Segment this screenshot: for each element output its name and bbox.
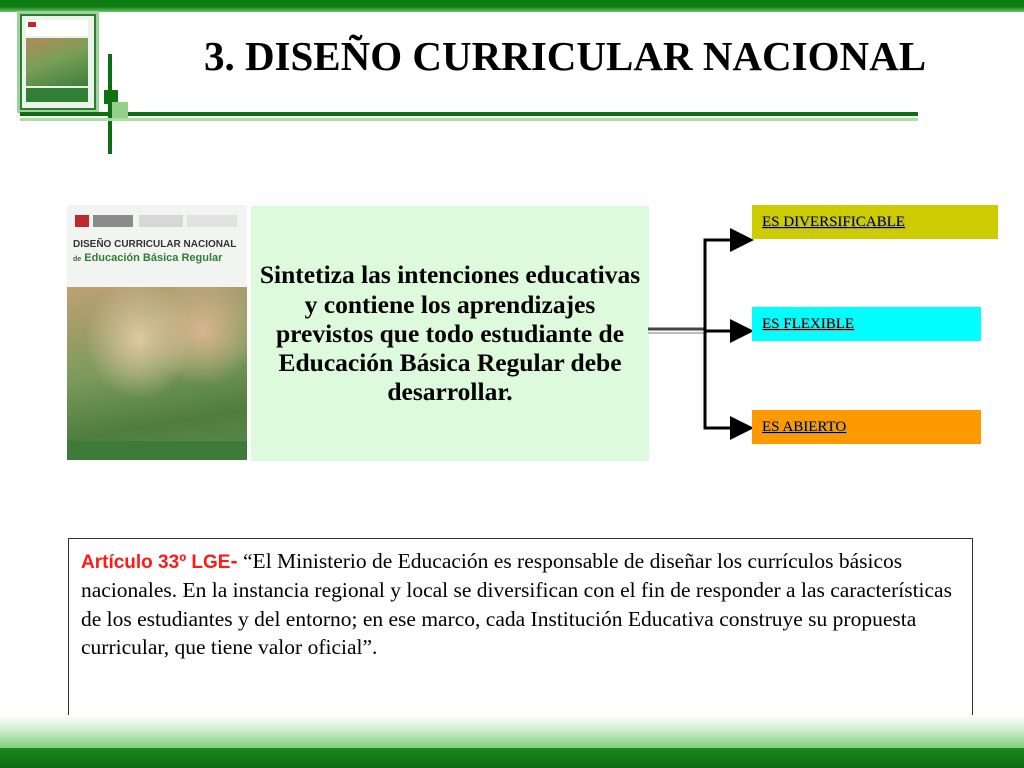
bottom-gradient xyxy=(0,715,1024,748)
article-label: Artículo 33º LGE xyxy=(81,552,231,573)
arrow-to-abierto xyxy=(705,330,748,428)
article-dash: - xyxy=(230,549,238,573)
article-text: “El Ministerio de Educación es responsable de diseñar los currículos básicos nacionales. En la instancia regional y local se diversifican con el fin de responder a las características de los estudiantes y del entorno; en ese marco, cada Institución Educativa construye su propuesta curricular, que tiene valor oficial”. xyxy=(81,549,952,660)
article-quote-box xyxy=(68,538,973,720)
cover-title-line1: DISEÑO CURRICULAR NACIONAL xyxy=(73,239,237,250)
label-abierto: ES ABIERTO xyxy=(752,410,981,444)
bottom-green-band xyxy=(0,748,1024,768)
label-diversificable: ES DIVERSIFICABLE xyxy=(752,205,998,239)
definition-text: Sintetiza las intenciones educativas y contiene los aprendizajes previstos que todo estudiante de Educación Básica Regular debe desarrollar. xyxy=(259,260,641,407)
page-title: 3. DISEÑO CURRICULAR NACIONAL xyxy=(203,33,927,79)
cover-title-line2: de Educación Básica Regular xyxy=(73,252,223,264)
arrow-to-diversificable xyxy=(705,240,748,428)
label-flexible: ES FLEXIBLE xyxy=(752,307,981,341)
